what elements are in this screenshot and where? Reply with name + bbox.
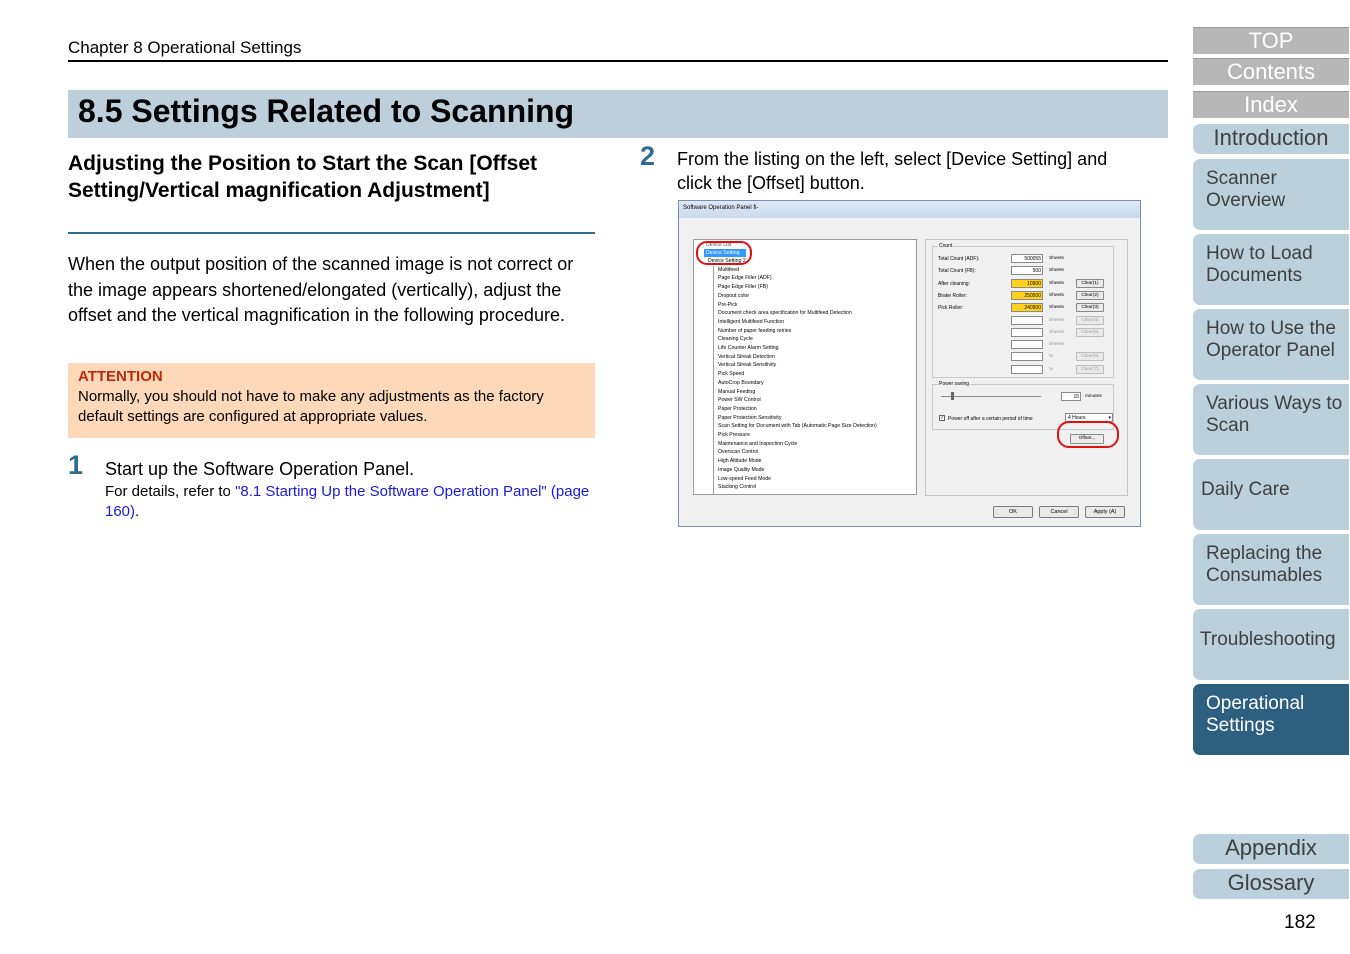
attention-box: [68, 363, 595, 438]
tree-item[interactable]: Image Quality Mode: [718, 466, 765, 473]
tree-item[interactable]: Dropout color: [718, 292, 750, 299]
nav-tab-scanner-overview[interactable]: Scanner Overview: [1193, 159, 1349, 230]
counter-value: [1011, 340, 1043, 349]
counter-unit: Sheets: [1049, 305, 1064, 311]
tree-item[interactable]: Overscan Control: [718, 449, 759, 456]
nav-index[interactable]: Index: [1193, 91, 1349, 118]
clear-button[interactable]: Clear(4): [1076, 316, 1104, 325]
counter-value: [1011, 352, 1043, 361]
tree-item[interactable]: Intelligent Multifeed Function: [718, 318, 785, 325]
tree-item[interactable]: Page Edge Filler (ADF): [718, 275, 772, 282]
clear-button[interactable]: Clear(5): [1076, 328, 1104, 337]
clear-button[interactable]: Clear(3): [1076, 303, 1104, 312]
ok-button[interactable]: OK: [993, 506, 1033, 518]
cancel-button[interactable]: Cancel: [1039, 506, 1079, 518]
counter-value: [1011, 316, 1043, 325]
counter-value: [1011, 328, 1043, 337]
power-saving-label: Power saving: [939, 381, 970, 387]
counter-label: Total Count (FB):: [938, 268, 976, 275]
counter-unit: Sheets: [1049, 329, 1064, 335]
tree-item[interactable]: Maintenance and Inspection Cycle: [718, 440, 798, 447]
step-1-text: Start up the Software Operation Panel.: [105, 459, 415, 479]
section-title: 8.5 Settings Related to Scanning: [78, 93, 575, 129]
tree-item[interactable]: Paper Protection: [718, 405, 757, 412]
counter-unit: Sheets: [1049, 256, 1064, 261]
apply-button[interactable]: Apply (A): [1085, 506, 1125, 518]
counter-unit: Sheets: [1049, 342, 1064, 348]
nav-tab-operator-panel[interactable]: How to Use the Operator Panel: [1193, 309, 1349, 380]
power-off-select-value: 4 Hours: [1068, 415, 1086, 421]
counter-unit: Sheets: [1049, 268, 1064, 274]
chevron-down-icon: ▾: [1108, 415, 1111, 421]
step-1-detail-prefix: For details, refer to: [105, 483, 236, 500]
tree-item[interactable]: Document check area specification for Multifeed Detection: [718, 310, 852, 317]
counter-unit: %: [1049, 354, 1054, 360]
header-rule: [68, 60, 1168, 62]
counter-unit: Sheets: [1049, 292, 1064, 298]
section-title-bar: [68, 90, 1168, 138]
tree-item[interactable]: Vertical Streak Sensitivity: [718, 362, 777, 369]
step-1-number: 1: [68, 450, 84, 480]
slider-thumb[interactable]: [951, 392, 954, 400]
step-1-link[interactable]: "8.1 Starting Up the Software Operation Panel" (page 160): [105, 483, 590, 520]
subheading: Adjusting the Position to Start the Scan [Offset Setting/Vertical magnification Adjustment]: [68, 152, 538, 202]
chapter-header: Chapter 8 Operational Settings: [68, 38, 302, 57]
step-1-detail: [105, 482, 595, 521]
power-saving-slider[interactable]: [941, 396, 1041, 397]
counter-unit: Sheets: [1049, 317, 1064, 323]
nav-tab-troubleshooting[interactable]: Troubleshooting: [1193, 609, 1349, 680]
power-off-label: Power off after a certain period of time: [948, 416, 1033, 422]
step-2-number: 2: [640, 141, 656, 171]
subheading-rule: [68, 232, 595, 234]
nav-contents[interactable]: Contents: [1193, 58, 1349, 85]
clear-button[interactable]: Clear(2): [1076, 291, 1104, 300]
counter-label: Total Count (ADF):: [938, 256, 980, 262]
page-number: 182: [1284, 912, 1316, 933]
dialog-body: [681, 218, 1138, 526]
power-saving-unit: minutes: [1085, 394, 1102, 399]
step-2-text: From the listing on the left, select [Device Setting] and click the [Offset] button.: [677, 149, 1108, 193]
dialog-title: Software Operation Panel fi-: [679, 201, 1140, 218]
tree-item[interactable]: Stacking Control: [718, 484, 757, 491]
power-saving-value[interactable]: 15: [1061, 392, 1081, 401]
tree-item[interactable]: Vertical Streak Detection: [718, 353, 775, 360]
offset-button[interactable]: Offset...: [1070, 434, 1104, 444]
nav-tab-daily-care[interactable]: Daily Care: [1193, 459, 1349, 530]
highlight-device-setting: [696, 241, 752, 265]
nav-introduction[interactable]: Introduction: [1193, 124, 1349, 154]
counter-value: [1011, 365, 1043, 374]
clear-button[interactable]: Clear(7): [1076, 365, 1104, 374]
counter-value: 500: [1011, 266, 1043, 275]
tree-item[interactable]: Page Edge Filler (FB): [718, 284, 768, 291]
counter-value: 250500: [1011, 291, 1043, 300]
tree-item[interactable]: Multifeed: [718, 266, 740, 273]
intro-paragraph: When the output position of the scanned image is not correct or the image appears shortened/elongated (vertically), adjust the offset and the vertical magnification in the following procedure.: [68, 254, 574, 325]
tree-line: [713, 266, 714, 494]
tree-item[interactable]: Paper Protection Sensitivity: [718, 414, 782, 421]
tree-item[interactable]: Scan Setting for Document with Tab (Automatic Page Size Detection): [718, 423, 877, 430]
clear-button[interactable]: Clear(1): [1076, 279, 1104, 288]
tree-item[interactable]: Pick Pressure: [718, 432, 750, 438]
tree-root[interactable]: Device List: [706, 242, 732, 248]
nav-glossary[interactable]: Glossary: [1193, 869, 1349, 899]
counter-unit: Sheets: [1049, 280, 1064, 286]
power-off-checkbox[interactable]: ✓: [940, 415, 945, 421]
clear-button[interactable]: Clear(6): [1076, 352, 1104, 361]
attention-label: ATTENTION: [78, 368, 163, 385]
counter-value: 500055: [1011, 254, 1043, 263]
tree-item-device-setting[interactable]: Device Setting: [704, 249, 746, 257]
tree-item[interactable]: Device Setting 2: [708, 258, 746, 264]
tree-item[interactable]: Number of paper feeding retries: [718, 327, 792, 334]
counter-value: 10500: [1011, 279, 1043, 288]
nav-tab-operational-settings[interactable]: Operational Settings: [1193, 684, 1349, 755]
nav-tab-various-ways-to-scan[interactable]: Various Ways to Scan: [1193, 384, 1349, 455]
count-group-label: Count: [939, 243, 953, 249]
step-1-detail-suffix: .: [135, 502, 140, 520]
settings-tree: [693, 239, 917, 495]
tree-item[interactable]: Cleaning Cycle: [718, 336, 753, 343]
counter-label: Pick Roller:: [938, 305, 964, 312]
tree-item[interactable]: Life Counter Alarm Setting: [718, 345, 779, 351]
tree-item[interactable]: AutoCrop Boundary: [718, 379, 764, 386]
nav-top[interactable]: TOP: [1193, 27, 1349, 54]
counter-value: 240500: [1011, 303, 1043, 312]
counter-unit: %: [1049, 366, 1054, 372]
counter-label: After cleaning:: [938, 280, 970, 287]
nav-tab-how-to-load-documents[interactable]: How to Load Documents: [1193, 234, 1349, 305]
counter-label: Brake Roller:: [938, 292, 967, 299]
tree-item[interactable]: Manual Feeding: [718, 388, 756, 395]
tree-item[interactable]: Pick Speed: [718, 371, 745, 378]
count-group: [932, 243, 1114, 378]
nav-tab-replacing-consumables[interactable]: Replacing the Consumables: [1193, 534, 1349, 605]
settings-panel: [925, 239, 1128, 496]
nav-appendix[interactable]: Appendix: [1193, 834, 1349, 864]
tree-item[interactable]: Low-speed Feed Mode: [718, 475, 772, 482]
tree-item[interactable]: Power SW Control: [718, 397, 761, 404]
attention-text: Normally, you should not have to make any adjustments as the factory default settings are configured at appropriate values.: [78, 388, 544, 425]
highlight-offset-button: [1057, 421, 1119, 448]
tree-item[interactable]: High Altitude Mode: [718, 458, 762, 465]
tree-item[interactable]: Pre-Pick: [718, 301, 738, 308]
